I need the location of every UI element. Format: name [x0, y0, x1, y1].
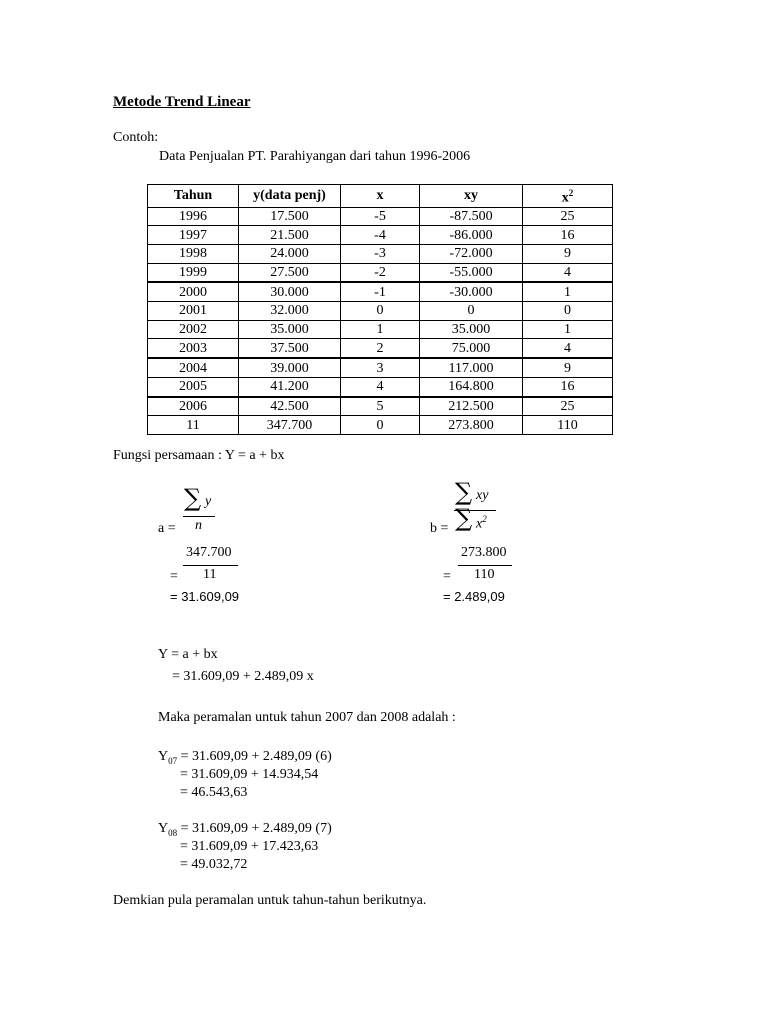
table-cell: 24.000	[239, 245, 341, 264]
b-result: = 2.489,09	[443, 589, 505, 604]
y08-line-2: = 31.609,09 + 17.423,63	[180, 839, 319, 854]
table-cell: -55.000	[420, 263, 523, 282]
table-cell: 21.500	[239, 226, 341, 245]
table-cell: 32.000	[239, 302, 341, 321]
table-cell: 0	[341, 416, 420, 435]
table-cell: -87.500	[420, 207, 523, 226]
table-cell: 75.000	[420, 339, 523, 358]
header-x-squared-exp: 2	[568, 188, 574, 198]
table-cell: 9	[523, 245, 613, 264]
y08-line-3: = 49.032,72	[180, 857, 248, 872]
table-cell: -3	[341, 245, 420, 264]
table-cell: 273.800	[420, 416, 523, 435]
table-cell: 25	[523, 397, 613, 416]
table-cell: 212.500	[420, 397, 523, 416]
b-value-fraction-bar	[458, 565, 512, 566]
table-cell: 347.700	[239, 416, 341, 435]
table-cell: 164.800	[420, 377, 523, 396]
y07-line-3: = 46.543,63	[180, 785, 248, 800]
table-cell: 2	[341, 339, 420, 358]
table-cell: -2	[341, 263, 420, 282]
table-cell: -30.000	[420, 282, 523, 301]
table-cell: 5	[341, 397, 420, 416]
table-cell: 17.500	[239, 207, 341, 226]
table-cell: 1999	[148, 263, 239, 282]
table-cell: 1996	[148, 207, 239, 226]
b-numerator-var: xy	[476, 488, 489, 503]
table-cell: 30.000	[239, 282, 341, 301]
table-cell: 27.500	[239, 263, 341, 282]
table-row	[148, 207, 613, 226]
table-cell: 1	[341, 320, 420, 339]
table-cell: 2004	[148, 358, 239, 377]
y07-line-2: = 31.609,09 + 14.934,54	[180, 767, 319, 782]
a-numerator-var: y	[205, 494, 212, 509]
y07-eq: = 31.609,09 + 2.489,09 (6)	[177, 749, 332, 764]
table-cell: 9	[523, 358, 613, 377]
header-x: x	[341, 185, 420, 208]
y07-line-1	[158, 749, 332, 766]
table-cell: 11	[148, 416, 239, 435]
table-caption: Data Penjualan PT. Parahiyangan dari tahun 1996-2006	[159, 149, 471, 164]
table-cell: 2005	[148, 377, 239, 396]
table-cell: 2001	[148, 302, 239, 321]
a-numerator-value: 347.700	[186, 545, 232, 560]
table-cell: 16	[523, 226, 613, 245]
model-line-1: Y = a + bx	[158, 647, 218, 662]
closing-sentence: Demkian pula peramalan untuk tahun-tahun berikutnya.	[113, 893, 427, 908]
b-label: b =	[430, 521, 449, 536]
table-row	[148, 245, 613, 264]
table-cell: 42.500	[239, 397, 341, 416]
table-cell: 3	[341, 358, 420, 377]
table-cell: 1997	[148, 226, 239, 245]
table-cell: 117.000	[420, 358, 523, 377]
a-result: = 31.609,09	[170, 589, 240, 604]
header-x-squared	[523, 185, 613, 208]
table-cell: 4	[523, 263, 613, 282]
table-cell: 41.200	[239, 377, 341, 396]
b-sigma-den-icon: ∑	[455, 504, 473, 532]
header-tahun: Tahun	[148, 185, 239, 208]
table-row	[148, 377, 613, 396]
table-cell: 2006	[148, 397, 239, 416]
a-denominator-value: 11	[203, 567, 217, 582]
table-body	[148, 207, 613, 434]
table-row	[148, 282, 613, 301]
table-cell: -1	[341, 282, 420, 301]
table-row	[148, 302, 613, 321]
document-title: Metode Trend Linear	[113, 94, 251, 110]
table-cell: 4	[341, 377, 420, 396]
header-x-squared-base: x	[561, 190, 569, 206]
table-cell: 0	[523, 302, 613, 321]
a-fraction-bar	[183, 516, 215, 517]
table-cell: 35.000	[420, 320, 523, 339]
table-header-row	[148, 185, 613, 208]
example-label: Contoh:	[113, 130, 159, 145]
header-y: y(data penj)	[239, 185, 341, 208]
table-cell: 4	[523, 339, 613, 358]
y08-subscript: 08	[168, 827, 178, 838]
table-row	[148, 320, 613, 339]
model-line-2: = 31.609,09 + 2.489,09 x	[172, 669, 314, 684]
table-row	[148, 339, 613, 358]
table-cell: 2002	[148, 320, 239, 339]
y07-symbol: Y	[158, 749, 169, 764]
table-cell: 0	[420, 302, 523, 321]
forecast-intro: Maka peramalan untuk tahun 2007 dan 2008 adalah :	[158, 710, 456, 725]
table-row	[148, 397, 613, 416]
table-total-row	[148, 416, 613, 435]
y08-line-1	[158, 821, 332, 838]
a-equals: =	[170, 569, 178, 584]
a-label: a =	[158, 521, 176, 536]
table-cell: 2000	[148, 282, 239, 301]
y08-eq: = 31.609,09 + 2.489,09 (7)	[177, 821, 332, 836]
a-denominator-var: n	[195, 518, 202, 533]
table-cell: 1998	[148, 245, 239, 264]
table-cell: -86.000	[420, 226, 523, 245]
table-cell: 0	[341, 302, 420, 321]
b-denominator-value: 110	[474, 567, 495, 582]
table-cell: 39.000	[239, 358, 341, 377]
equation-label: Fungsi persamaan : Y = a + bx	[113, 448, 285, 463]
b-equals: =	[443, 569, 451, 584]
header-xy: xy	[420, 185, 523, 208]
table-row	[148, 263, 613, 282]
table-cell: 1	[523, 282, 613, 301]
table-cell: 110	[523, 416, 613, 435]
a-value-fraction-bar	[183, 565, 238, 566]
b-numerator-value: 273.800	[461, 545, 507, 560]
table-cell: 1	[523, 320, 613, 339]
y07-subscript: 07	[168, 755, 178, 766]
b-denominator-var	[476, 514, 487, 533]
table-row	[148, 226, 613, 245]
table-cell: 16	[523, 377, 613, 396]
sales-table	[147, 184, 613, 435]
table-cell: -5	[341, 207, 420, 226]
table-row	[148, 358, 613, 377]
b-den-base: x	[476, 516, 483, 532]
y08-symbol: Y	[158, 821, 169, 836]
a-sigma-icon: ∑	[184, 484, 202, 512]
table-cell: -72.000	[420, 245, 523, 264]
table-cell: 37.500	[239, 339, 341, 358]
table-cell: 35.000	[239, 320, 341, 339]
table-cell: -4	[341, 226, 420, 245]
b-den-exp: 2	[482, 514, 487, 524]
table-cell: 25	[523, 207, 613, 226]
b-sigma-num-icon: ∑	[455, 478, 473, 506]
table-cell: 2003	[148, 339, 239, 358]
